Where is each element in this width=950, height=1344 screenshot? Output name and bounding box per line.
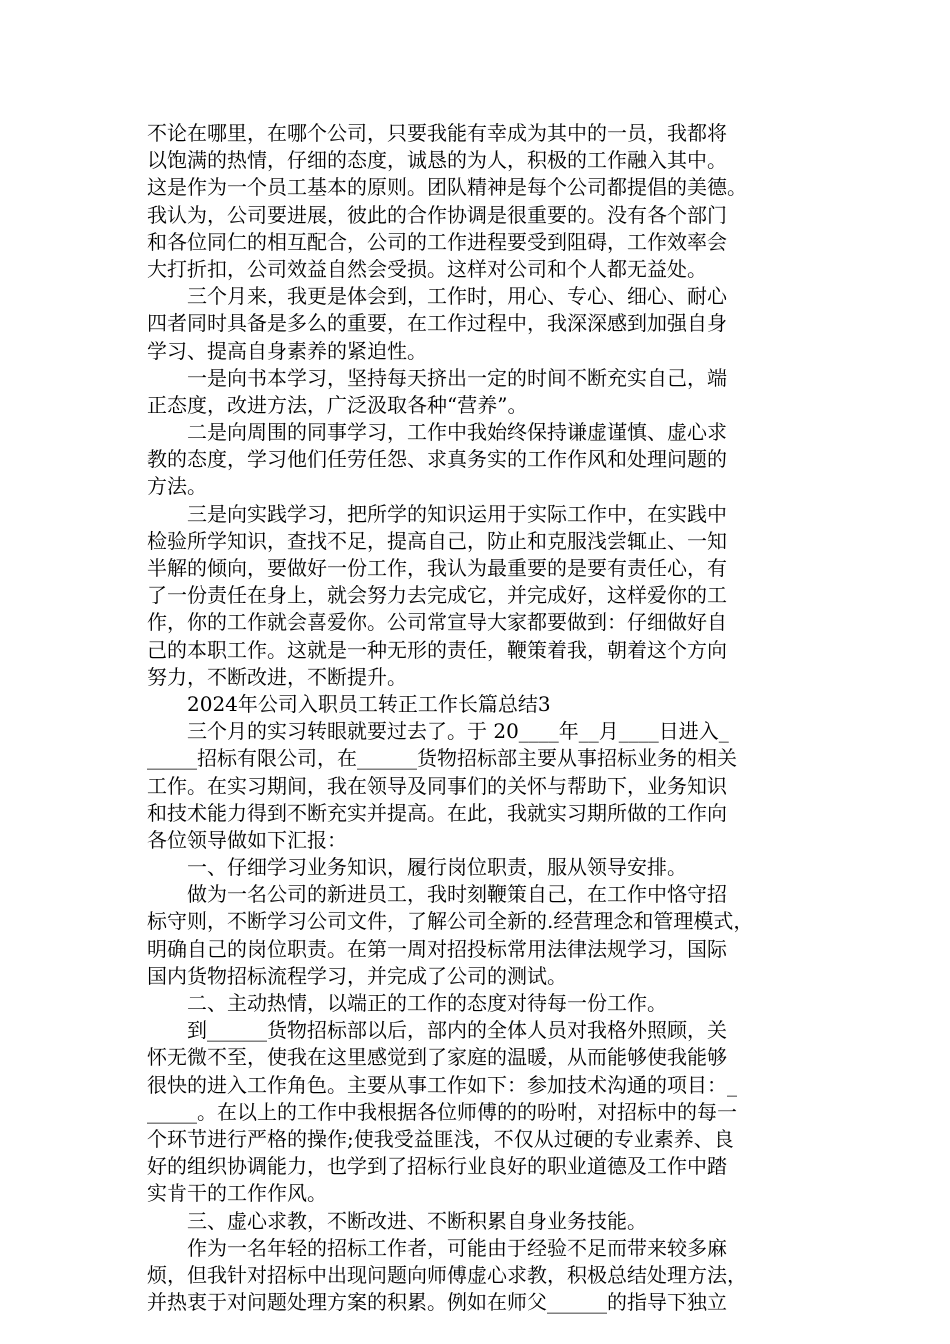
document-text-line: 作，你的工作就会喜爱你。公司常宣导大家都要做到：仔细做好自 bbox=[147, 610, 727, 635]
document-text-line: _____。在以上的工作中我根据各位师傅的的吩咐，对招标中的每一 bbox=[147, 1099, 737, 1124]
document-text-line: 正态度，改进方法，广泛汲取各种“营养”。 bbox=[147, 392, 528, 417]
document-text-line: 三个月的实习转眼就要过去了。于 20____年__月____日进入_ bbox=[147, 719, 729, 744]
document-text-line: 方法。 bbox=[147, 474, 207, 499]
document-text-line: 以饱满的热情，仔细的态度，诚恳的为人，积极的工作融入其中。 bbox=[147, 148, 727, 173]
document-text-line: 二是向周围的同事学习，工作中我始终保持谦虚谨慎、虚心求 bbox=[147, 420, 727, 445]
document-text-line: 好的组织协调能力，也学到了招标行业良好的职业道德及工作中踏 bbox=[147, 1154, 727, 1179]
document-text-line: 一是向书本学习，坚持每天挤出一定的时间不断充实自己，端 bbox=[147, 365, 727, 390]
document-text-line: 个环节进行严格的操作;使我受益匪浅，不仅从过硬的专业素养、良 bbox=[147, 1126, 734, 1151]
document-text-line: 己的本职工作。这就是一种无形的责任，鞭策着我，朝着这个方向 bbox=[147, 637, 727, 662]
document-text-line: 一、仔细学习业务知识，履行岗位职责，服从领导安排。 bbox=[147, 855, 687, 880]
document-text-line: 三个月来，我更是体会到，工作时，用心、专心、细心、耐心 bbox=[147, 284, 727, 309]
document-text-line: 标守则，不断学习公司文件，了解公司全新的.经营理念和管理模式， bbox=[147, 909, 754, 934]
document-text-line: 努力，不断改进，不断提升。 bbox=[147, 664, 407, 689]
document-text-line: 并热衷于对问题处理方案的积累。例如在师父______的指导下独立 bbox=[147, 1290, 727, 1315]
document-text-line: 工作。在实习期间，我在领导及同事们的关怀与帮助下，业务知识 bbox=[147, 773, 727, 798]
document-text-line: 各位领导做如下汇报： bbox=[147, 827, 347, 852]
document-body bbox=[147, 120, 827, 1316]
document-text-line: 不论在哪里，在哪个公司，只要我能有幸成为其中的一员，我都将 bbox=[147, 121, 727, 145]
document-text-line: 学习、提高自身素养的紧迫性。 bbox=[147, 338, 427, 363]
document-text-line: 烦，但我针对招标中出现问题向师傅虚心求教，积极总结处理方法， bbox=[147, 1262, 747, 1287]
document-text-line: 做为一名公司的新进员工，我时刻鞭策自己，在工作中恪守招 bbox=[147, 882, 727, 907]
document-text-line: 2024年公司入职员工转正工作长篇总结3 bbox=[147, 691, 551, 716]
document-text-line: 作为一名年轻的招标工作者，可能由于经验不足而带来较多麻 bbox=[147, 1235, 727, 1260]
document-text-line: 大打折扣，公司效益自然会受损。这样对公司和个人都无益处。 bbox=[147, 256, 707, 281]
document-text-line: 检验所学知识，查找不足，提高自己，防止和克服浅尝辄止、一知 bbox=[147, 528, 727, 553]
document-text-line: 四者同时具备是多么的重要，在工作过程中，我深深感到加强自身 bbox=[147, 311, 727, 336]
document-text-line: 二、主动热情，以端正的工作的态度对待每一份工作。 bbox=[147, 991, 667, 1015]
document-text-line: 实肯干的工作作风。 bbox=[147, 1181, 327, 1206]
document-text-line: 明确自己的岗位职责。在第一周对招投标常用法律法规学习，国际 bbox=[147, 936, 727, 961]
document-text-line: 三是向实践学习，把所学的知识运用于实际工作中，在实践中 bbox=[147, 501, 727, 526]
document-text-line: 我认为，公司要进展，彼此的合作协调是很重要的。没有各个部门 bbox=[147, 202, 727, 227]
document-text-line: 教的态度，学习他们任劳任怨、求真务实的工作作风和处理问题的 bbox=[147, 447, 727, 472]
document-text-line: 这是作为一个员工基本的原则。团队精神是每个公司都提倡的美德。 bbox=[147, 175, 747, 200]
document-text-line: 了一份责任在身上，就会努力去完成它，并完成好，这样爱你的工 bbox=[147, 583, 727, 608]
document-text-line: 和技术能力得到不断充实并提高。在此，我就实习期所做的工作向 bbox=[147, 800, 727, 825]
document-text-line: 国内货物招标流程学习，并完成了公司的测试。 bbox=[147, 963, 567, 988]
document-text-line: 到______货物招标部以后，部内的全体人员对我格外照顾，关 bbox=[147, 1018, 727, 1043]
document-text-line: 三、虚心求教，不断改进、不断积累自身业务技能。 bbox=[147, 1208, 647, 1233]
document-text-line: 半解的倾向，要做好一份工作，我认为最重要的是要有责任心，有 bbox=[147, 556, 727, 580]
document-text-line: 怀无微不至，使我在这里感觉到了家庭的温暖，从而能够使我能够 bbox=[147, 1045, 727, 1070]
document-text-line: 很快的进入工作角色。主要从事工作如下：参加技术沟通的项目：_ bbox=[147, 1072, 737, 1097]
document-text-line: 和各位同仁的相互配合，公司的工作进程要受到阻碍，工作效率会 bbox=[147, 229, 727, 254]
document-text-line: _____招标有限公司，在______货物招标部主要从事招标业务的相关 bbox=[147, 746, 737, 771]
